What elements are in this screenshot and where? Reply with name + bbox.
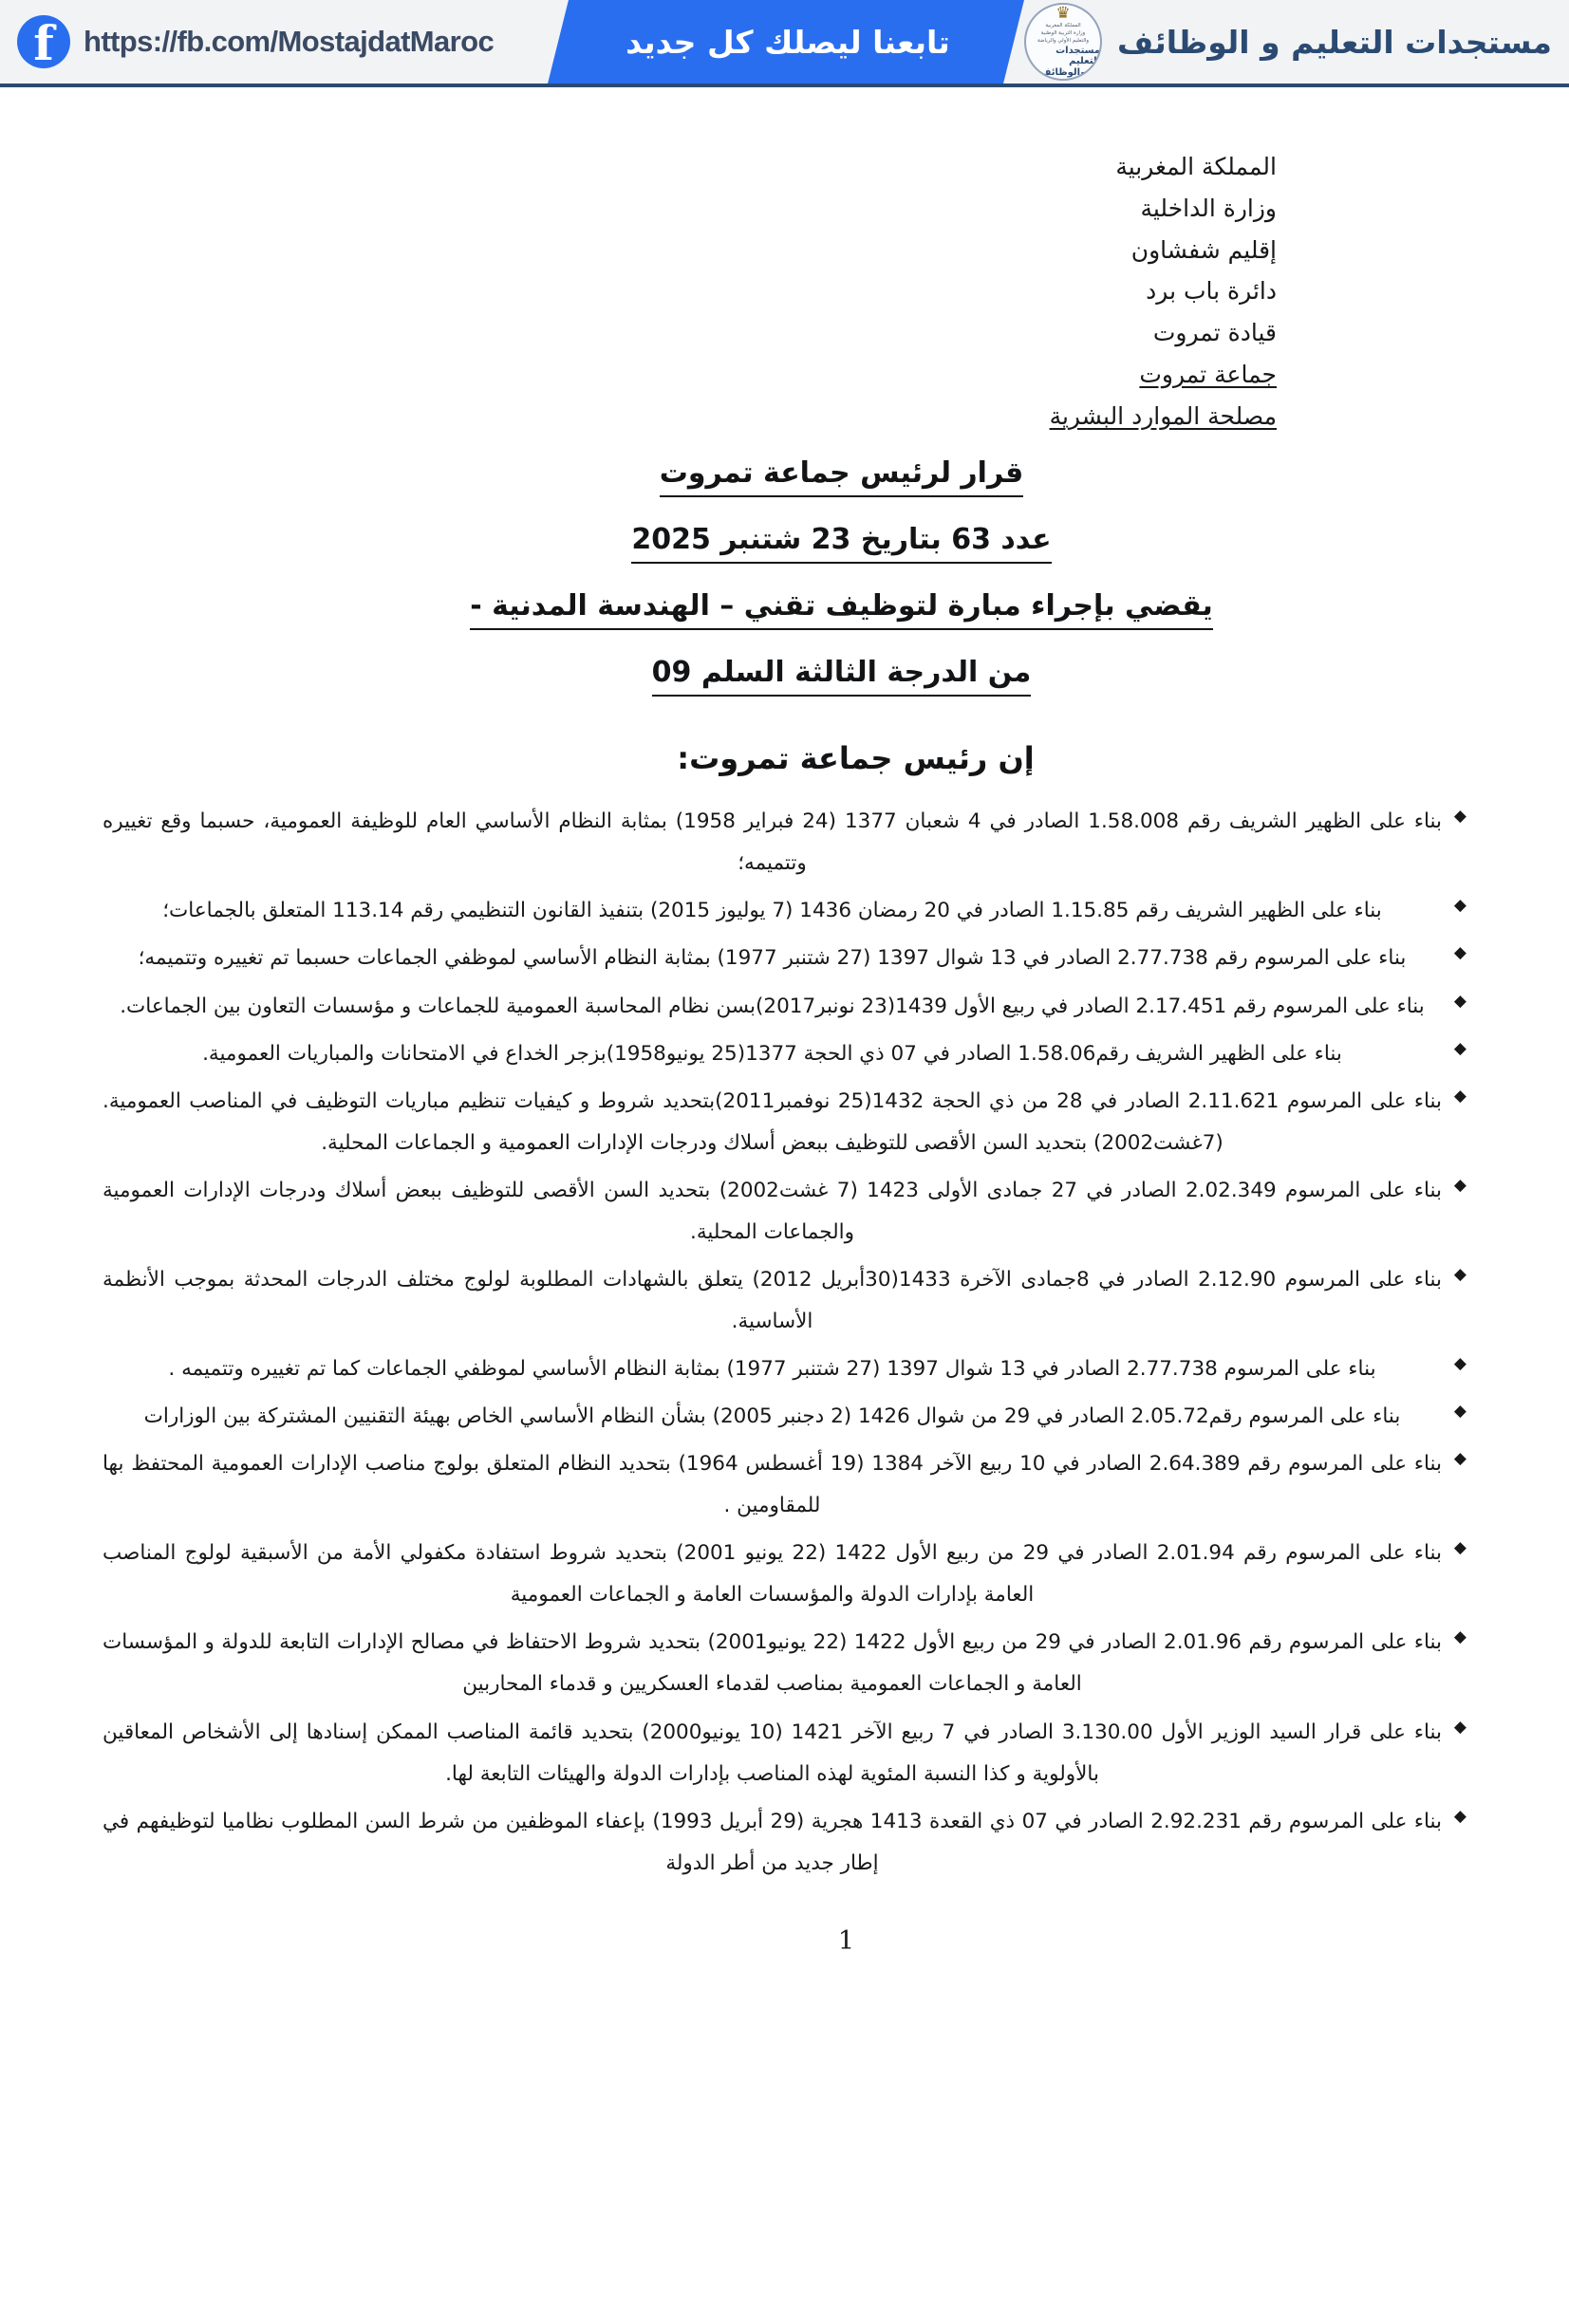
clause-item [103, 1801, 1466, 1885]
diamond-bullet-icon: ◆ [1453, 1449, 1466, 1469]
follow-callout-text: تابعنا ليصلك كل جديد [626, 23, 950, 61]
promo-banner [0, 0, 1569, 87]
clause-item [103, 1033, 1466, 1075]
diamond-bullet-icon: ◆ [1453, 1538, 1466, 1558]
letterhead-block [103, 146, 1277, 437]
site-name-text: مستجدات التعليم و الوظائف [1117, 23, 1552, 61]
clause-item [103, 801, 1466, 884]
letterhead-line: قيادة تمروت [1152, 319, 1277, 346]
clause-text: بناء على المرسوم رقم 2.77.738 الصادر في 13 شوال 1397 (27 شتنبر 1977) بمثابة النظام الأساسي لموظفي الجماعات حسبما تم تغييره وتتميمه؛ [138, 946, 1407, 971]
letterhead-line: إقليم شفشاون [1130, 235, 1277, 264]
clause-item [103, 1259, 1466, 1343]
letterhead-line: دائرة باب برد [1146, 277, 1277, 306]
clause-item [103, 938, 1466, 979]
clause-item [103, 1622, 1466, 1705]
clause-text: بناء على الظهير الشريف رقم1.58.06 الصادر في 07 ذي الحجة 1377(25 يونيو1958)بزجر الخداع في الامتحانات والمباريات العمومية. [202, 1041, 1342, 1066]
diamond-bullet-icon: ◆ [1453, 1175, 1466, 1195]
diamond-bullet-icon: ◆ [1453, 1264, 1466, 1284]
letterhead-line: وزارة الداخلية [1140, 194, 1277, 222]
letterhead-line: مصلحة الموارد البشرية [1049, 401, 1277, 430]
diamond-bullet-icon: ◆ [1453, 896, 1466, 916]
seal-label-line-2: والوظائف [1039, 66, 1087, 78]
seal-mini-line-2: وزارة التربية الوطنية [1040, 30, 1086, 37]
decree-title-line: من الدرجة الثالثة السلم 09 [652, 653, 1032, 697]
decree-title-line: عدد 63 بتاريخ 23 شتنبر 2025 [631, 520, 1051, 564]
facebook-link[interactable] [17, 0, 494, 84]
clause-text: بناء على المرسوم رقم 2.01.94 الصادر في 29 من ربيع الأول 1422 (22 يونيو 2001) بتحديد شروط استفادة مكفولي الأمة من الأسبقية لولوج المناصب العامة بإدارات الدولة والمؤسسات العامة و الجماعات العمومية [103, 1541, 1443, 1608]
clause-item [103, 1443, 1466, 1527]
clause-text: بناء على المرسوم رقم 2.92.231 الصادر في 07 ذي القعدة 1413 هجرية (29 أبريل 1993) بإعفاء الموظفين من شرط السن المطلوب نظاميا لتوظيفهم في إطار جديد من أطر الدولة [103, 1809, 1442, 1875]
clause-item [103, 1533, 1466, 1616]
seal-mini-line-3: والتعليم الأولي والرياضة [1037, 37, 1090, 44]
clause-text: بناء على المرسوم رقم 2.01.96 الصادر في 29 من ربيع الأول 1422 (22 يونيو2001) بتحديد شروط الاحتفاظ في مصالح الإدارات التابعة للدولة و المؤسسات العامة و الجماعات العمومية بمناصب لقدماء العسكريين و قدماء المحاربين [103, 1630, 1442, 1697]
clause-text: بناء على المرسوم رقم 2.17.451 الصادر في ربيع الأول 1439(23 نونبر2017)بسن نظام المحاسبة العمومية للجماعات و مؤسسات التعاون بين الجماعات. [120, 994, 1425, 1018]
clause-text: بناء على المرسوم 2.02.349 الصادر في 27 جمادى الأولى 1423 (7 غشت2002) بتحديد السن الأقصى للتوظيف ببعض أسلاك ودرجات الإدارات العمومية والجماعات المحلية. [103, 1178, 1442, 1244]
diamond-bullet-icon: ◆ [1453, 1717, 1466, 1737]
diamond-bullet-icon: ◆ [1453, 1402, 1466, 1422]
diamond-bullet-icon: ◆ [1453, 1806, 1466, 1826]
seal-label-line-1: مستجدات التعليم [1055, 45, 1101, 66]
facebook-f-glyph: f [33, 15, 54, 71]
clause-list [103, 801, 1466, 1885]
clause-item [103, 1396, 1466, 1438]
letterhead-line: المملكة المغربية [1115, 153, 1277, 180]
clause-item [103, 1712, 1466, 1795]
clause-text: بناء على المرسوم 2.77.738 الصادر في 13 شوال 1397 (27 شتنبر 1977) بمثابة النظام الأساسي لموظفي الجماعات كما تم تغييره وتتميمه . [168, 1357, 1376, 1381]
diamond-bullet-icon: ◆ [1453, 1086, 1466, 1106]
site-branding [1024, 0, 1552, 84]
diamond-bullet-icon: ◆ [1453, 807, 1466, 827]
diamond-bullet-icon: ◆ [1453, 1627, 1466, 1647]
clause-text: بناء على الظهير الشريف رقم 1.58.008 الصادر في 4 شعبان 1377 (24 فبراير 1958) بمثابة النظام الأساسي العام للوظيفة العمومية، حسبما وقع تغييره وتتميمه؛ [103, 809, 1442, 876]
facebook-url-text: https://fb.com/MostajdatMaroc [84, 25, 495, 58]
document-sheet [0, 87, 1569, 2324]
diamond-bullet-icon: ◆ [1453, 943, 1466, 963]
decree-title-line: يقضي بإجراء مبارة لتوظيف تقني – الهندسة المدنية - [470, 586, 1213, 630]
clause-text: بناء على المرسوم رقم2.05.72 الصادر في 29 من شوال 1426 (2 دجنبر 2005) بشأن النظام الأساسي الخاص بهيئة التقنيين المشتركة بين الوزارات [143, 1404, 1401, 1429]
intro-line: إن رئيس جماعة تمروت: [677, 740, 1035, 777]
clause-text: بناء على المرسوم رقم 2.64.389 الصادر في 10 ربيع الآخر 1384 (19 أغسطس 1964) بتحديد النظام المتعلق بولوج مناصب الإدارات العمومية المحتفظ بها للمقاومين . [103, 1452, 1442, 1518]
diamond-bullet-icon: ◆ [1453, 991, 1466, 1011]
clause-text: بناء على قرار السيد الوزير الأول 3.130.00 الصادر في 7 ربيع الآخر 1421 (10 يونيو2000) بتحديد قائمة المناصب الممكن إسنادها إلى الأشخاص المعاقين بالأولوية و كذا النسبة المئوية لهذه المناصب بإدارات الدولة والهيئات التابعة لها. [103, 1720, 1442, 1786]
decree-title-line: قرار لرئيس جماعة تمروت [660, 454, 1024, 497]
diamond-bullet-icon: ◆ [1453, 1038, 1466, 1058]
page-number: 1 [837, 1925, 855, 1956]
facebook-icon [17, 15, 70, 71]
clause-item [103, 1348, 1466, 1390]
clause-text: بناء على الظهير الشريف رقم 1.15.85 الصادر في 20 رمضان 1436 (7 يوليوز 2015) بتنفيذ القانون التنظيمي رقم 113.14 المتعلق بالجماعات؛ [162, 899, 1382, 923]
clause-item [103, 1081, 1466, 1164]
clause-text: بناء على المرسوم 2.12.90 الصادر في 8جمادى الآخرة 1433(30أبريل 2012) يتعلق بالشهادات المطلوبة لولوج مختلف الدرجات المحدثة بموجب الأنظمة الأساسية. [103, 1267, 1442, 1333]
diamond-bullet-icon: ◆ [1453, 1354, 1466, 1373]
clause-item [103, 986, 1466, 1028]
crown-crest-icon: ♛ [1055, 4, 1071, 24]
seal-mini-line-1: المملكة المغربية [1045, 23, 1081, 29]
decree-title-block [103, 454, 1466, 719]
clause-text: بناء على المرسوم 2.11.621 الصادر في 28 من ذي الحجة 1432(25 نوفمبر2011)بتحديد شروط و كيفيات تنظيم مباريات التوظيف في المناصب العمومية.(7غشت2002) بتحديد السن الأقصى للتوظيف ببعض أسلاك ودرجات الإدارات العمومية و الجماعات المحلية. [103, 1088, 1442, 1155]
clause-item [103, 890, 1466, 932]
letterhead-line: جماعة تمروت [1139, 360, 1277, 388]
follow-callout [570, 0, 1006, 84]
site-seal-logo [1024, 3, 1102, 81]
clause-item [103, 1170, 1466, 1254]
